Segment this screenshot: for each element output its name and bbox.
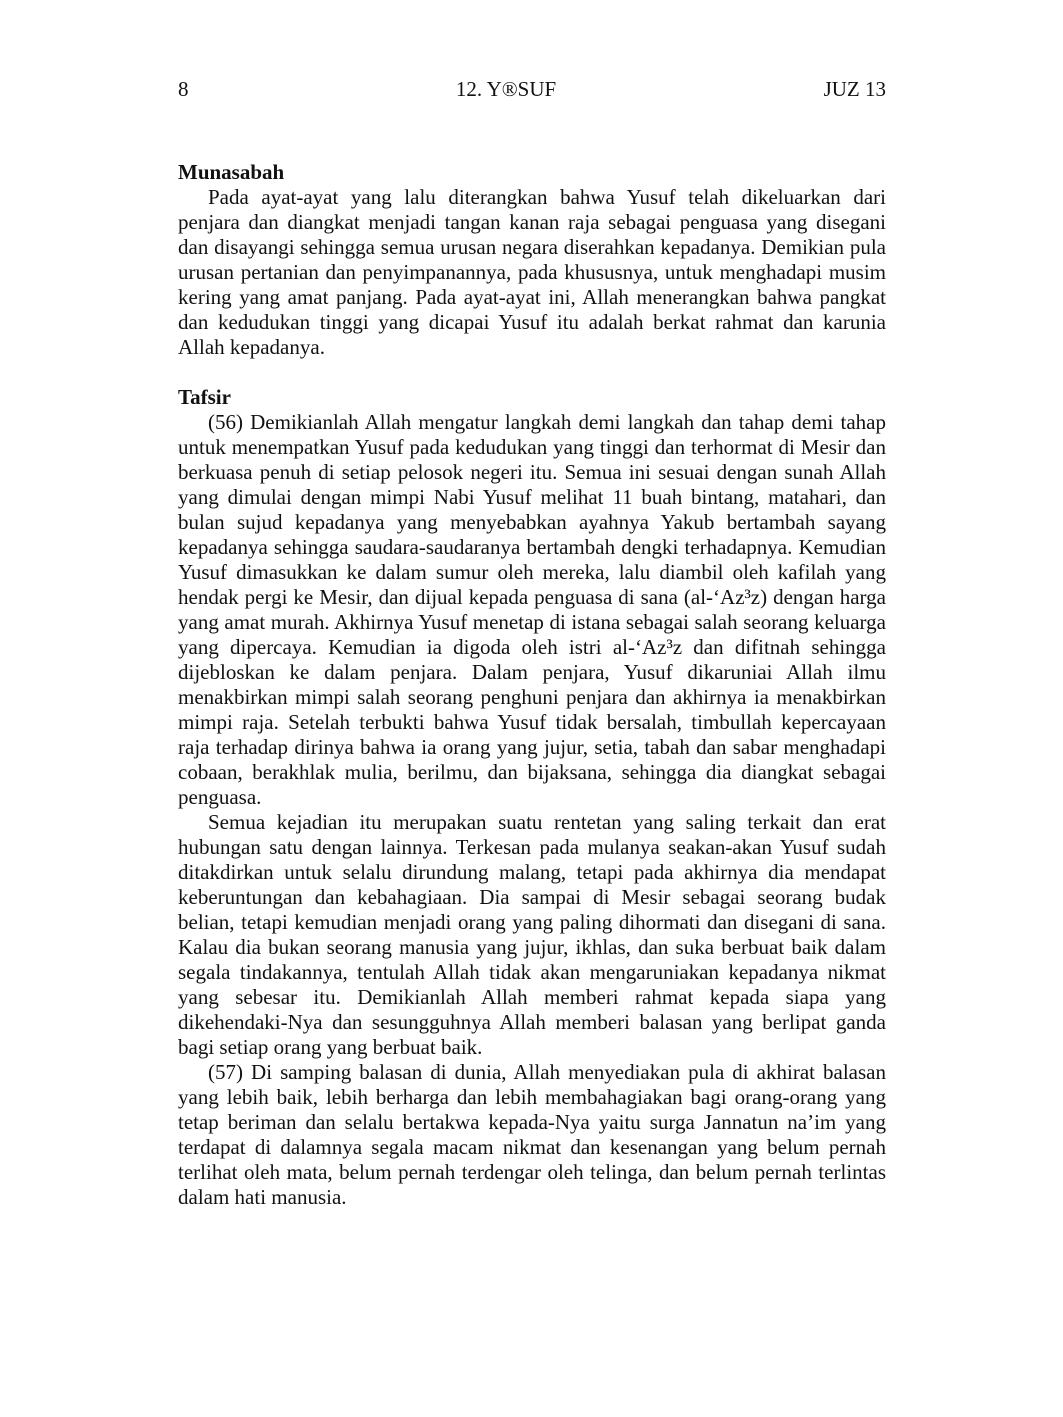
- surah-title: 12. Y®SUF: [455, 77, 557, 101]
- running-header: [178, 76, 886, 102]
- section-title-tafsir: Tafsir: [178, 385, 231, 409]
- paragraph: Pada ayat-ayat yang lalu diterangkan bahwa Yusuf telah dikeluarkan dari penjara dan diangkat menjadi tangan kanan raja sebagai penguasa yang disegani dan disayangi sehingga semua urusan negara diserahkan kepadanya. Demikian pula urusan pertanian dan penyimpanannya, pada khususnya, untuk menghadapi musim kering yang amat panjang. Pada ayat-ayat ini, Allah menerangkan bahwa pangkat dan kedudukan tinggi yang dicapai Yusuf itu adalah berkat rahmat dan karunia Allah kepadanya.: [178, 185, 886, 359]
- paragraph: Semua kejadian itu merupakan suatu rentetan yang saling terkait dan erat hubungan satu dengan lainnya. Terkesan pada mulanya seakan-akan Yusuf sudah ditakdirkan untuk selalu dirundung malang, tetapi pada akhirnya dia mendapat keberuntungan dan kebahagiaan. Dia sampai di Mesir sebagai seorang budak belian, tetapi kemudian menjadi orang yang paling dihormati dan disegani di sana. Kalau dia bukan seorang manusia yang jujur, ikhlas, dan suka berbuat baik dalam segala tindakannya, tentulah Allah tidak akan mengaruniakan kepadanya nikmat yang sebesar itu. Demikianlah Allah memberi rahmat kepada siapa yang dikehendaki-Nya dan sesungguhnya Allah memberi balasan yang berlipat ganda bagi setiap orang yang berbuat baik.: [178, 810, 886, 1059]
- section-munasabah: [178, 160, 886, 360]
- paragraph-verse-57: (57) Di samping balasan di dunia, Allah menyediakan pula di akhirat balasan yang lebih baik, lebih berharga dan lebih membahagiakan bagi orang-orang yang tetap beriman dan selalu bertakwa kepada-Nya yaitu surga Jannatun na’im yang terdapat di dalamnya segala macam nikmat dan kesenangan yang belum pernah terlihat oleh mata, belum pernah terdengar oleh telinga, dan belum pernah terlintas dalam hati manusia.: [178, 1060, 886, 1209]
- page-number: 8: [178, 77, 189, 101]
- paragraph-verse-56: (56) Demikianlah Allah mengatur langkah demi langkah dan tahap demi tahap untuk menempatkan Yusuf pada kedudukan yang tinggi dan terhormat di Mesir dan berkuasa penuh di setiap pelosok negeri itu. Semua ini sesuai dengan sunah Allah yang dimulai dengan mimpi Nabi Yusuf melihat 11 buah bintang, matahari, dan bulan sujud kepadanya yang menyebabkan ayahnya Yakub bertambah sayang kepadanya sehingga saudara-saudaranya bertambah dengki terhadapnya. Kemudian Yusuf dimasukkan ke dalam sumur oleh mereka, lalu diambil oleh kafilah yang hendak pergi ke Mesir, dan dijual kepada penguasa di sana (al-‘Az³z) dengan harga yang amat murah. Akhirnya Yusuf menetap di istana sebagai salah seorang keluarga yang dipercaya. Kemudian ia digoda oleh istri al-‘Az³z dan difitnah sehingga dijebloskan ke dalam penjara. Dalam penjara, Yusuf dikaruniai Allah ilmu menakbirkan mimpi salah seorang penghuni penjara dan akhirnya ia menakbirkan mimpi raja. Setelah terbukti bahwa Yusuf tidak bersalah, timbullah kepercayaan raja terhadap dirinya bahwa ia orang yang jujur, setia, tabah dan sabar menghadapi cobaan, berakhlak mulia, berilmu, dan bijaksana, sehingga dia diangkat sebagai penguasa.: [178, 410, 886, 809]
- section-tafsir: [178, 385, 886, 1210]
- juz-label: JUZ 13: [823, 77, 886, 101]
- section-title-munasabah: Munasabah: [178, 160, 285, 184]
- document-page: [178, 76, 886, 1210]
